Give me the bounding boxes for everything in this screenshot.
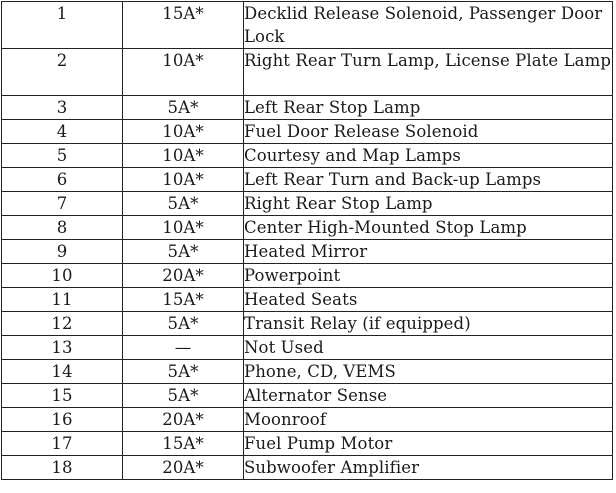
fuse-number: 11: [2, 288, 123, 312]
fuse-description: Powerpoint: [244, 264, 613, 288]
fuse-description: Heated Mirror: [244, 240, 613, 264]
fuse-amperage: 15A*: [123, 432, 244, 456]
table-row: [2, 216, 613, 240]
table-row: [2, 336, 613, 360]
fuse-description: Fuel Pump Motor: [244, 432, 613, 456]
fuse-amperage: 20A*: [123, 408, 244, 432]
fuse-description: Subwoofer Amplifier: [244, 456, 613, 480]
fuse-number: 15: [2, 384, 123, 408]
fuse-number: 17: [2, 432, 123, 456]
fuse-number: 5: [2, 144, 123, 168]
fuse-number: 4: [2, 120, 123, 144]
fuse-number: 1: [2, 2, 123, 49]
table-row: [2, 192, 613, 216]
fuse-description: Transit Relay (if equipped): [244, 312, 613, 336]
table-row: [2, 288, 613, 312]
fuse-description: Center High-Mounted Stop Lamp: [244, 216, 613, 240]
table-row: [2, 144, 613, 168]
table-row: [2, 168, 613, 192]
fuse-amperage: 15A*: [123, 2, 244, 49]
fuse-description: Left Rear Stop Lamp: [244, 96, 613, 120]
fuse-description: Right Rear Turn Lamp, License Plate Lamp: [244, 49, 613, 96]
fuse-description: Decklid Release Solenoid, Passenger Door Lock: [244, 2, 613, 49]
table-row: [2, 312, 613, 336]
fuse-number: 9: [2, 240, 123, 264]
fuse-number: 16: [2, 408, 123, 432]
fuse-number: 10: [2, 264, 123, 288]
fuse-amperage: 15A*: [123, 288, 244, 312]
fuse-description: Right Rear Stop Lamp: [244, 192, 613, 216]
table-row: [2, 2, 613, 49]
fuse-number: 12: [2, 312, 123, 336]
fuse-description: Courtesy and Map Lamps: [244, 144, 613, 168]
fuse-amperage: 10A*: [123, 49, 244, 96]
table-row: [2, 384, 613, 408]
table-row: [2, 96, 613, 120]
fuse-number: 14: [2, 360, 123, 384]
fuse-description: Phone, CD, VEMS: [244, 360, 613, 384]
table-row: [2, 49, 613, 96]
table-row: [2, 360, 613, 384]
table-row: [2, 264, 613, 288]
fuse-amperage: —: [123, 336, 244, 360]
fuse-table-body: [2, 2, 613, 480]
fuse-amperage: 10A*: [123, 120, 244, 144]
fuse-amperage: 10A*: [123, 168, 244, 192]
fuse-amperage: 5A*: [123, 192, 244, 216]
fuse-amperage: 10A*: [123, 216, 244, 240]
fuse-amperage: 20A*: [123, 264, 244, 288]
fuse-number: 18: [2, 456, 123, 480]
fuse-description: Left Rear Turn and Back-up Lamps: [244, 168, 613, 192]
fuse-amperage: 5A*: [123, 384, 244, 408]
fuse-amperage: 5A*: [123, 240, 244, 264]
fuse-amperage: 10A*: [123, 144, 244, 168]
fuse-amperage: 5A*: [123, 360, 244, 384]
table-row: [2, 240, 613, 264]
fuse-number: 13: [2, 336, 123, 360]
fuse-amperage: 5A*: [123, 312, 244, 336]
fuse-description: Alternator Sense: [244, 384, 613, 408]
fuse-number: 2: [2, 49, 123, 96]
fuse-number: 7: [2, 192, 123, 216]
fuse-description: Fuel Door Release Solenoid: [244, 120, 613, 144]
table-row: [2, 456, 613, 480]
fuse-amperage: 5A*: [123, 96, 244, 120]
fuse-number: 3: [2, 96, 123, 120]
fuse-description: Moonroof: [244, 408, 613, 432]
table-row: [2, 408, 613, 432]
table-row: [2, 432, 613, 456]
fuse-table: [1, 1, 613, 480]
fuse-description: Heated Seats: [244, 288, 613, 312]
table-row: [2, 120, 613, 144]
fuse-amperage: 20A*: [123, 456, 244, 480]
fuse-description: Not Used: [244, 336, 613, 360]
fuse-number: 8: [2, 216, 123, 240]
fuse-number: 6: [2, 168, 123, 192]
